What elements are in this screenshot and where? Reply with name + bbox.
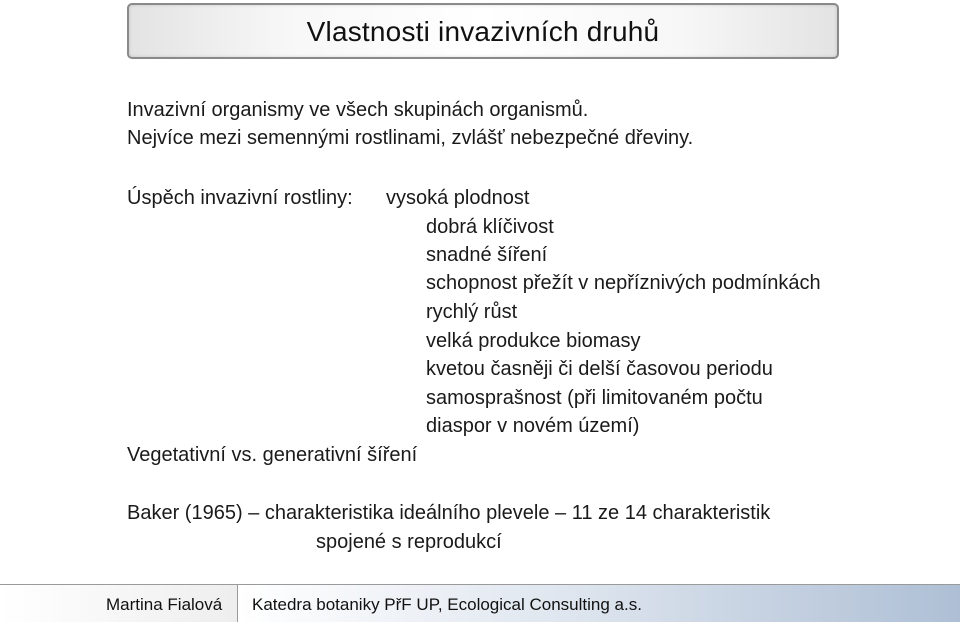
success-trait: schopnost přežít v nepříznivých podmínkách	[426, 272, 821, 294]
vegetative-line: Vegetativní vs. generativní šíření	[127, 444, 418, 466]
success-trait: vysoká plodnost	[386, 187, 530, 209]
success-trait: samosprašnost (při limitovaném počtu	[426, 387, 763, 409]
footer-affiliation-panel	[238, 584, 960, 622]
title-box	[127, 3, 839, 59]
footer	[0, 584, 960, 622]
baker-line-1: Baker (1965) – charakteristika ideálního plevele – 11 ze 14 charakteristik	[127, 502, 771, 524]
footer-author-panel	[0, 584, 238, 622]
success-trait: velká produkce biomasy	[426, 330, 641, 352]
success-trait: dobrá klíčivost	[426, 216, 554, 238]
intro-line-2: Nejvíce mezi semennými rostlinami, zvlášť nebezpečné dřeviny.	[127, 127, 694, 149]
baker-line-2: spojené s reprodukcí	[316, 531, 502, 553]
intro-line-1: Invazivní organismy ve všech skupinách organismů.	[127, 99, 589, 121]
slide-title: Vlastnosti invazivních druhů	[306, 16, 660, 47]
success-trait: diaspor v novém území)	[426, 415, 640, 437]
success-trait: snadné šíření	[426, 244, 548, 266]
footer-affiliation: Katedra botaniky PřF UP, Ecological Consulting a.s.	[252, 595, 642, 614]
footer-author: Martina Fialová	[106, 595, 223, 614]
success-trait: kvetou časněji či delší časovou periodu	[426, 358, 773, 380]
success-label: Úspěch invazivní rostliny:	[127, 187, 353, 209]
success-trait: rychlý růst	[426, 301, 518, 323]
